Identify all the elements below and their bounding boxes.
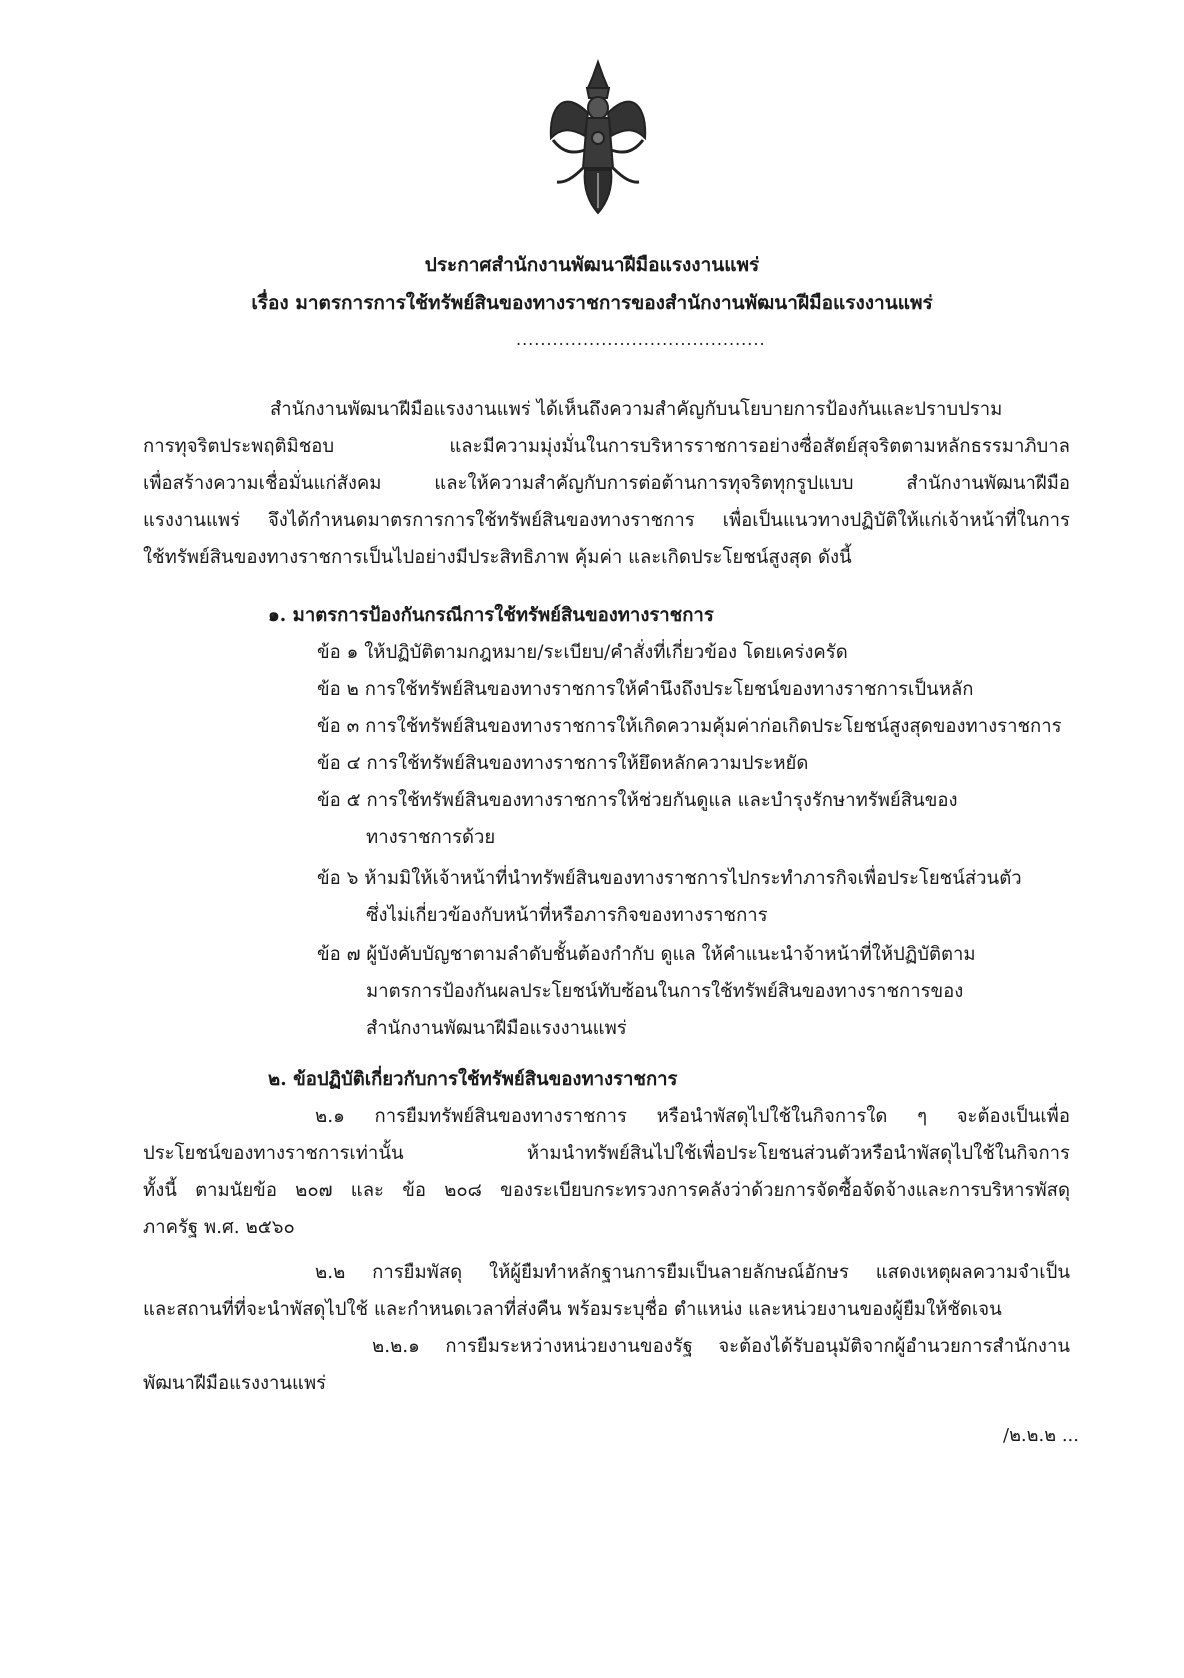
section-2-1-line-4: ภาครัฐ พ.ศ. ๒๕๖๐ <box>143 1217 295 1238</box>
document-subject: เรื่อง มาตรการการใช้ทรัพย์สินของทางราชการของสำนักงานพัฒนาฝีมือแรงงานแพร่ <box>251 292 933 314</box>
section-2-2-1-line-2: พัฒนาฝีมือแรงงานแพร่ <box>143 1373 327 1394</box>
section-2-1-line-3: ทั้งนี้ ตามนัยข้อ ๒๐๗ และ ข้อ ๒๐๘ ของระเบียบกระทรวงการคลังว่าด้วยการจัดซื้อจัดจ้างและการบริหารพัสดุ <box>143 1180 1070 1201</box>
section-1-item-4: ข้อ ๔ การใช้ทรัพย์สินของทางราชการให้ยึดหลักความประหยัด <box>317 753 809 774</box>
title-separator: ......................................... <box>516 330 766 349</box>
section-1-item-7: ข้อ ๗ ผู้บังคับบัญชาตามลำดับชั้นต้องกำกับ ดูแล ให้คำแนะนำจ้าหน้าที่ให้ปฏิบัติตาม <box>317 944 976 965</box>
section-2-2-line-1: ๒.๒ การยืมพัสดุ ให้ผู้ยืมทำหลักฐานการยืมเป็นลายลักษณ์อักษร แสดงเหตุผลความจำเป็น <box>315 1262 1070 1283</box>
section-1-item-5: ข้อ ๕ การใช้ทรัพย์สินของทางราชการให้ช่วยกันดูแล และบำรุงรักษาทรัพย์สินของ <box>317 790 958 811</box>
document-title: ประกาศสำนักงานพัฒนาฝีมือแรงงานแพร่ <box>424 254 760 276</box>
section-1-item-6: ข้อ ๖ ห้ามมิให้เจ้าหน้าที่นำทรัพย์สินของทางราชการไปกระทำภารกิจเพื่อประโยชน์ส่วนตัว <box>317 868 1022 889</box>
section-1-item-3: ข้อ ๓ การใช้ทรัพย์สินของทางราชการให้เกิดความคุ้มค่าก่อเกิดประโยชน์สูงสุดของทางราชการ <box>317 716 1062 737</box>
section-2-heading: ๒. ข้อปฏิบัติเกี่ยวกับการใช้ทรัพย์สินของทางราชการ <box>268 1069 678 1090</box>
section-1-item-6-cont: ซึ่งไม่เกี่ยวข้องกับหน้าที่หรือภารกิจของทางราชการ <box>366 905 768 926</box>
garuda-emblem-icon <box>543 58 653 218</box>
intro-line-1: สำนักงานพัฒนาฝีมือแรงงานแพร่ ได้เห็นถึงความสำคัญกับนโยบายการป้องกันและปราบปราม <box>270 399 1003 420</box>
intro-line-3: เพื่อสร้างความเชื่อมั่นแก่สังคม และให้ความสำคัญกับการต่อต้านการทุจริตทุกรูปแบบ สำนักงานพัฒนาฝีมือ <box>143 473 1070 494</box>
section-1-item-2: ข้อ ๒ การใช้ทรัพย์สินของทางราชการให้คำนึงถึงประโยชน์ของทางราชการเป็นหลัก <box>317 679 974 700</box>
intro-line-2: การทุจริตประพฤติมิชอบ และมีความมุ่งมั่นในการบริหารราชการอย่างซื่อสัตย์สุจริตตามหลักธรรมาภิบาล <box>143 436 1070 457</box>
section-2-2-line-2: และสถานที่ที่จะนำพัสดุไปใช้ และกำหนดเวลาที่ส่งคืน พร้อมระบุชื่อ ตำแหน่ง และหน่วยงานของผู้ยืมให้ชัดเจน <box>143 1299 1002 1320</box>
section-1-item-5-cont: ทางราชการด้วย <box>366 827 496 848</box>
intro-line-5: ใช้ทรัพย์สินของทางราชการเป็นไปอย่างมีประสิทธิภาพ คุ้มค่า และเกิดประโยชน์สูงสุด ดังนี้ <box>143 547 852 568</box>
section-1-item-7-cont-1: มาตรการป้องกันผลประโยชน์ทับซ้อนในการใช้ทรัพย์สินของทางราชการของ <box>366 981 964 1002</box>
next-page-reference: /๒.๒.๒ ... <box>1003 1425 1079 1446</box>
section-2-1-line-1: ๒.๑ การยืมทรัพย์สินของทางราชการ หรือนำพัสดุไปใช้ในกิจการใด ๆ จะต้องเป็นเพื่อ <box>315 1106 1070 1127</box>
section-1-item-1: ข้อ ๑ ให้ปฏิบัติตามกฎหมาย/ระเบียบ/คำสั่งที่เกี่ยวข้อง โดยเคร่งครัด <box>317 642 848 663</box>
intro-line-4: แรงงานแพร่ จึงได้กำหนดมาตรการการใช้ทรัพย์สินของทางราชการ เพื่อเป็นแนวทางปฏิบัติให้แก่เจ้าหน้าที่ในการ <box>143 510 1070 531</box>
section-1-item-7-cont-2: สำนักงานพัฒนาฝีมือแรงงานแพร่ <box>366 1018 627 1039</box>
section-2-2-1-line-1: ๒.๒.๑ การยืมระหว่างหน่วยงานของรัฐ จะต้องได้รับอนุมัติจากผู้อำนวยการสำนักงาน <box>372 1336 1070 1357</box>
section-1-heading: ๑. มาตรการป้องกันกรณีการใช้ทรัพย์สินของทางราชการ <box>268 605 714 626</box>
section-2-1-line-2: ประโยชน์ของทางราชการเท่านั้น ห้ามนำทรัพย์สินไปใช้เพื่อประโยชนส่วนตัวหรือนำพัสดุไปใช้ในกิจการ <box>143 1143 1070 1164</box>
